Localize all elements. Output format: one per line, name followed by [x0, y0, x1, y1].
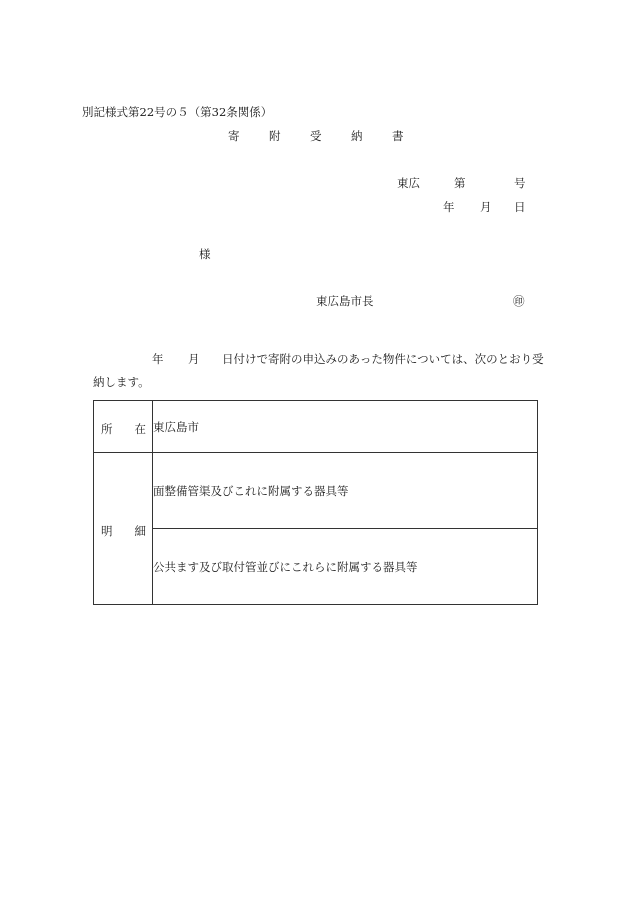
details-row-2 [94, 529, 538, 605]
details-item: 面整備管渠及びこれに附属する器具等 [153, 453, 538, 529]
details-item: 公共ます及び取付管並びにこれらに附属する器具等 [153, 529, 538, 605]
issuer-name: 東広島市長 [316, 294, 374, 308]
title-char: 納 [351, 129, 363, 143]
seal-mark: ㊞ [513, 294, 525, 308]
location-row [94, 401, 538, 453]
date-year: 年 [443, 200, 455, 214]
location-label-char: 在 [134, 422, 146, 436]
doc-ref-prefix: 東広 [397, 176, 420, 190]
body-year: 年 [152, 352, 164, 366]
title-char: 受 [310, 129, 322, 143]
body-month: 月 [188, 352, 200, 366]
location-label-cell [94, 401, 153, 453]
details-label-char: 細 [134, 524, 146, 538]
body-text-line2: 納します。 [93, 375, 150, 389]
doc-ref-go: 号 [514, 176, 526, 190]
date-day: 日 [514, 200, 526, 214]
location-value: 東広島市 [153, 401, 538, 453]
title-char: 書 [392, 129, 404, 143]
addressee-suffix: 様 [199, 247, 211, 261]
title-char: 附 [269, 129, 281, 143]
detail-table [93, 400, 538, 605]
details-row-1 [94, 453, 538, 529]
details-label-char: 明 [101, 524, 113, 538]
location-label-char: 所 [101, 422, 113, 436]
body-text-line1: 日付けで寄附の申込みのあった物件については、次のとおり受 [222, 352, 544, 366]
details-label-cell [94, 453, 153, 605]
title-char: 寄 [228, 129, 240, 143]
date-month: 月 [480, 200, 492, 214]
form-number: 別記様式第22号の５（第32条関係） [82, 105, 273, 119]
doc-ref-dai: 第 [454, 176, 466, 190]
